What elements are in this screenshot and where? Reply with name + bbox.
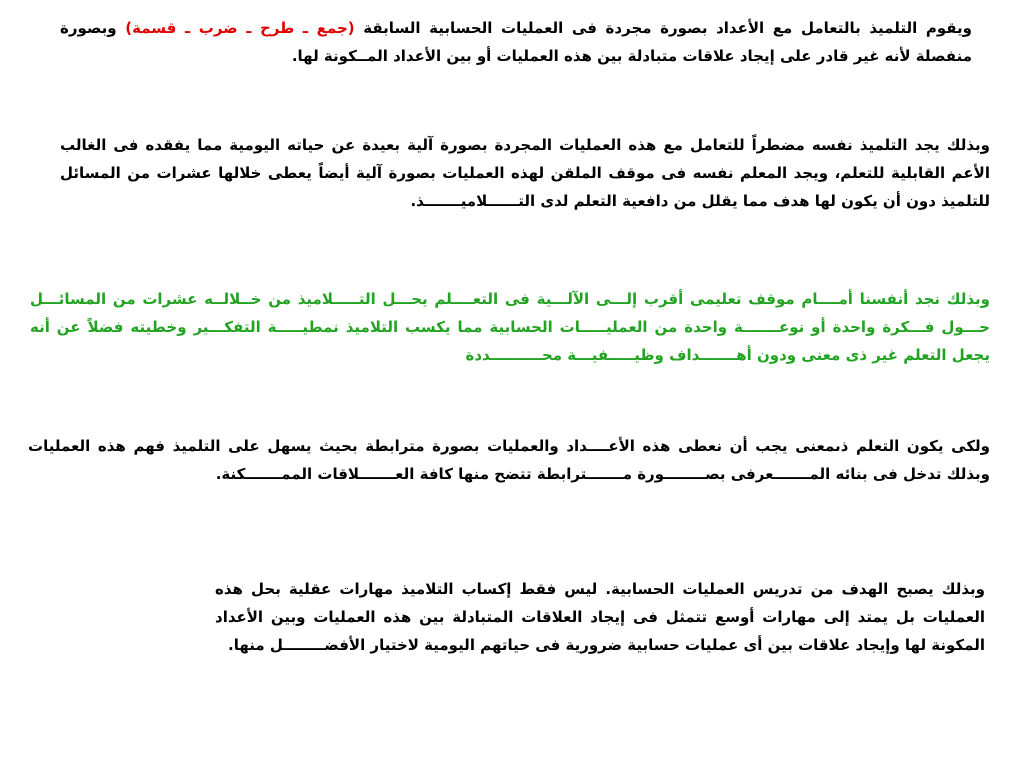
paragraph-meaningful-learning: ولكى يكون التعلم ذىمعنى يجب أن نعطى هذه الأعــــداد والعمليات بصورة مترابطة بحيث يسهل على التلميذ فهم هذه العمليات وبذلك تدخل فى بنائه المـــــــعرفى بصــــــــورة مـــــــترابطة تتضح منها كافة العـــــــلاقات الممـــــــكنة. xyxy=(28,437,990,483)
paragraph-mechanical-learning: وبذلك يجد التلميذ نفسه مضطراً للتعامل مع هذه العمليات المجردة بصورة آلية بعيدة عن حياته اليومية مما يفقده فى الغالب الأعم القابلية للتعلم، ويجد المعلم نفسه فى موقف الملقن لهذه العمليات بصورة آلية أيضاً يعطى خلالها عشرات من المسائل للتلميذ دون أن يكون لها هدف مما يقلل من دافعية التعلم لدى التــــــلاميـــــــذ. xyxy=(60,136,990,210)
paragraph-operations-text-after: وبصورة منفصلة لأنه غير قادر على إيجاد علاقات متبادلة بين هذه العمليات أو بين الأعداد المــكونة لها. xyxy=(60,19,972,65)
operations-highlight: (جمع ـ طرح ـ ضرب ـ قسمة) xyxy=(125,19,355,37)
paragraph-operations-text-before: ويقوم التلميذ بالتعامل مع الأعداد بصورة مجردة فى العمليات الحسابية السابقة xyxy=(363,19,972,37)
paragraph-operations xyxy=(60,14,972,70)
paragraph-mechanical-situation: وبذلك نجد أنفسنا أمــــام موقف تعليمى أقرب إلـــى الآلـــية فى التعــــلم يحـــل التـــــلاميذ من خــلالــه عشرات من المسائـــل حـــول فـــكرة واحدة أو نوعـــــــة واحدة من العمليـــــات الحسابية مما يكسب التلاميذ نمطيـــــة التفكـــير وخطيته فضلاً عن أنه يجعل التعلم غير ذى معنى ودون أهـــــــداف وظيـــــفيـــة محــــــــــددة xyxy=(30,290,990,364)
paragraph-teaching-goal: وبذلك يصبح الهدف من تدريس العمليات الحسابية. ليس فقط إكساب التلاميذ مهارات عقلية بحل هذه العمليات بل يمتد إلى مهارات أوسع تتمثل فى إيجاد العلاقات المتبادلة بين هذه العمليات وبين الأعداد المكونة لها وإيجاد علاقات بين أى عمليات حسابية ضرورية فى حياتهم اليومية لاختيار الأفضــــــــل منها. xyxy=(215,580,985,654)
